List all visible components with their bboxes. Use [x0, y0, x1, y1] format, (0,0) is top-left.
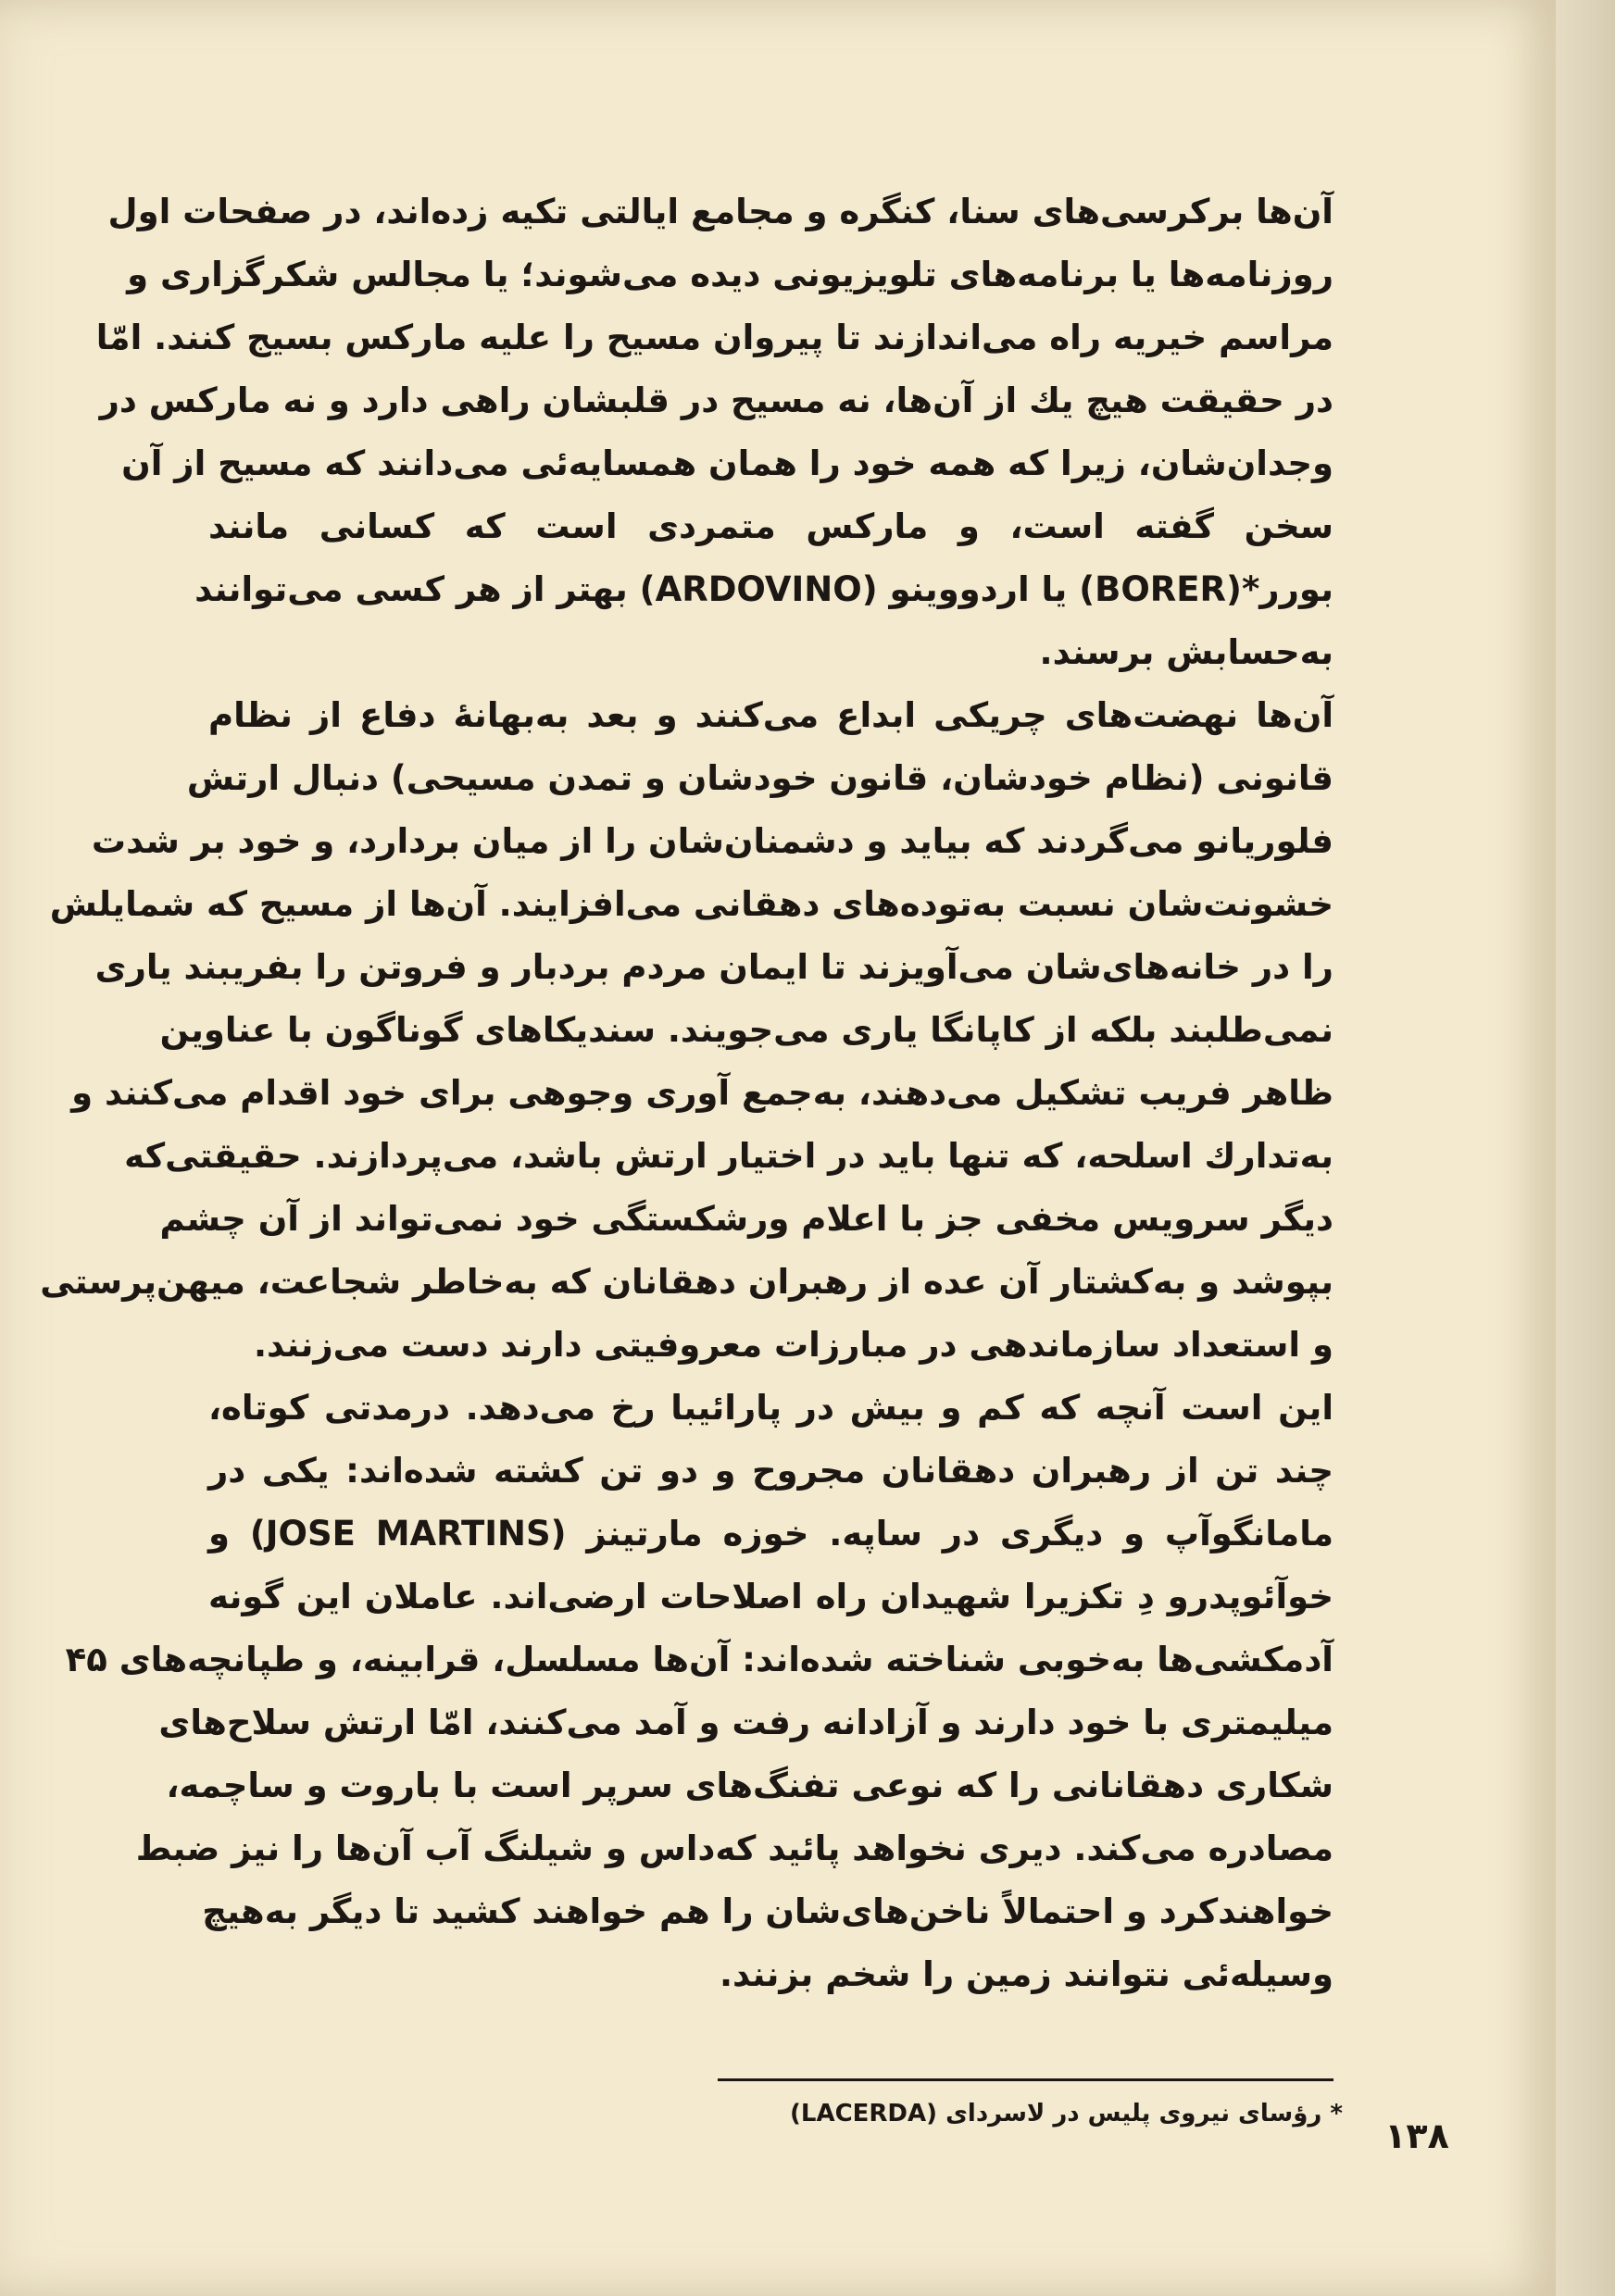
text-line: روزنامه‌ها یا برنامه‌های تلویزیونی دیده می‌شوند؛ یا مجالس شکرگزاری و — [127, 255, 1333, 294]
text-line: آدمکشی‌ها به‌خوبی شناخته شده‌اند: آن‌ها مسلسل، قرابینه، و طپانچه‌های ۴۵ — [65, 1640, 1333, 1679]
text-line: چند تن از رهبران دهقانان مجروح و دو تن کشته شده‌اند: یکی در — [208, 1451, 1333, 1491]
text-line: و استعداد سازماندهی در مبارزات معروفیتی دارند دست می‌زنند. — [253, 1325, 1333, 1365]
text-line: شکاری دهقانانی را که نوعی تفنگ‌های سرپر است با باروت و ساچمه، — [166, 1766, 1333, 1805]
footnote: * رؤسای نیروی پلیس در لاسردای (LACERDA) — [789, 2100, 1343, 2128]
text-line: در حقیقت هیچ یك از آن‌ها، نه مسیح در قلبشان راهی دارد و نه مارکس در — [99, 381, 1333, 420]
text-line: مامانگوآپ و دیگری در ساپه. خوزه مارتینز (JOSE MARTINS) و — [208, 1514, 1333, 1554]
text-line: آن‌ها برکرسی‌های سنا، کنگره و مجامع ایالتی تکیه زده‌اند، در صفحات اول — [107, 192, 1333, 231]
page-edge — [1556, 0, 1615, 2296]
text-line: آن‌ها نهضت‌های چریکی ابداع می‌کنند و بعد به‌بهانهٔ دفاع از نظام — [208, 695, 1333, 735]
text-line: خواهندکرد و احتمالاً ناخن‌های‌شان را هم خواهند کشید تا دیگر به‌هیچ — [202, 1891, 1333, 1931]
paragraph-3 — [65, 1377, 1333, 2006]
text-line: ظاهر فریب تشکیل می‌دهند، به‌جمع آوری وجوهی برای خود اقدام می‌کنند و — [71, 1073, 1333, 1113]
paragraph-2 — [40, 684, 1333, 1377]
text-line: میلیمتری با خود دارند و آزادانه رفت و آمد می‌کنند، امّا ارتش سلاح‌های — [158, 1703, 1333, 1742]
text-line: قانونی (نظام خودشان، قانون خودشان و تمدن مسیحی) دنبال ارتش — [186, 758, 1333, 798]
text-line: بورر*(BORER) یا اردووینو (ARDOVINO) بهتر از هر کسی می‌توانند — [194, 569, 1333, 609]
text-line: سخن گفته است، و مارکس متمردی است که کسانی مانند — [208, 506, 1333, 546]
paragraph-1 — [95, 181, 1333, 684]
text-line: مصادره می‌کند. دیری نخواهد پائید که‌داس و شیلنگ آب آن‌ها را نیز ضبط — [135, 1828, 1333, 1868]
text-line: خوآئوپدرو دِ تکزیرا شهیدان راه اصلاحات ارضی‌اند. عاملان این گونه — [208, 1577, 1333, 1616]
text-line: نمی‌طلبند بلکه از کاپانگا یاری می‌جویند. سندیکاهای گوناگون با عناوین — [159, 1010, 1333, 1050]
text-line: وسیله‌ئی نتوانند زمین را شخم بزنند. — [719, 1954, 1333, 1994]
text-line: فلوریانو می‌گردند که بیاید و دشمنان‌شان را از میان بردارد، و خود بر شدت — [91, 821, 1333, 861]
text-line: را در خانه‌های‌شان می‌آویزند تا ایمان مردم بردبار و فروتن را بفریبند یاری — [94, 947, 1333, 987]
footnote-divider — [718, 2078, 1333, 2081]
text-line: وجدان‌شان، زیرا که همه خود را همان همسایه‌ئی می‌دانند که مسیح از آن — [121, 443, 1333, 483]
text-line: بپوشد و به‌کشتار آن عده از رهبران دهقانان که به‌خاطر شجاعت، میهن‌پرستی — [40, 1262, 1333, 1302]
text-line: مراسم خیریه راه می‌اندازند تا پیروان مسیح را علیه مارکس بسیج کنند. امّا — [95, 318, 1333, 357]
page-number: ۱۳۸ — [1384, 2115, 1449, 2156]
text-line: خشونت‌شان نسبت به‌توده‌های دهقانی می‌افزایند. آن‌ها از مسیح که شمایلش — [49, 884, 1333, 924]
text-line: دیگر سرویس مخفی جز با اعلام ورشکستگی خود نمی‌تواند از آن چشم — [159, 1199, 1333, 1239]
body-text — [40, 181, 1333, 2006]
text-line: به‌حسابش برسند. — [1039, 632, 1333, 672]
text-line: به‌تدارك اسلحه، که تنها باید در اختیار ارتش باشد، می‌پردازند. حقیقتی‌که — [124, 1136, 1333, 1176]
text-line: این است آنچه که کم و بیش در پارائیبا رخ می‌دهد. درمدتی کوتاه، — [208, 1388, 1333, 1428]
